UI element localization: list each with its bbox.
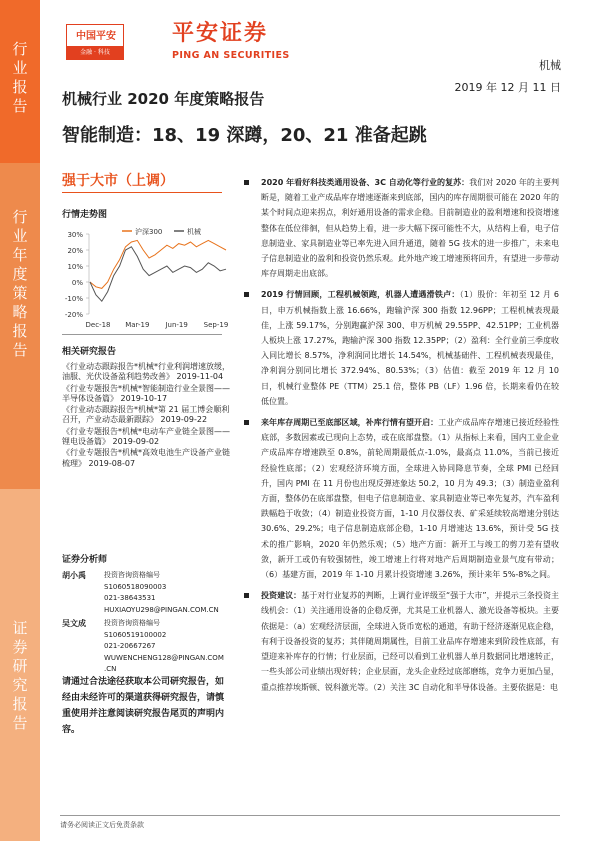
analyst-row bbox=[62, 618, 232, 630]
logo-subtext: 金融 · 科技 bbox=[67, 46, 123, 59]
paragraph-body: （1）股价：年初至 12 月 6 日，申万机械指数上涨 16.66%，跑输沪深 300 指数 12.96PP；工程机械表现最佳，上涨 59.17%，分别跑赢沪深 300、申万机械 29.55PP、42.51PP；工业机器人板块上涨 17.27%，跑输沪深 300 指数 12.35PP；（2）盈利：全行业前三季度收入同比增长 8.57%，净利润同比增长 14.54%，机械基础件、工程机械表现最佳，净利润分别同比增长 372.94%、80.53%；（3）估值：截至 2019 年 12 月 10 日，机械行业整体 PE（TTM）25.1 倍，整体 PB（LF）1.96 倍，长期来看仍在较低位置。 bbox=[261, 290, 559, 406]
related-report-item[interactable]: 《行业专题报告*机械*高效电池生产设备产业链梳理》 2019-08-07 bbox=[62, 448, 230, 468]
analyst-card bbox=[62, 570, 232, 616]
side-band-label: 行业年度策略报告 bbox=[12, 208, 28, 359]
legend-label: 机械 bbox=[187, 228, 201, 236]
analyst-phone: 021-38643531 bbox=[104, 594, 156, 603]
paragraph bbox=[243, 287, 559, 409]
square-bullet-icon bbox=[244, 292, 249, 297]
rating-divider bbox=[62, 192, 222, 193]
analyst-email[interactable]: HUXIAOYU298@PINGAN.COM.CN bbox=[104, 605, 219, 614]
footer-divider bbox=[60, 815, 560, 816]
analyst-qualification-label: 投资咨询资格编号 bbox=[104, 619, 160, 627]
series-line bbox=[90, 240, 226, 288]
square-bullet-icon bbox=[244, 420, 249, 425]
related-reports-list bbox=[62, 362, 230, 470]
analyst-qualification-number: S1060519100002 bbox=[104, 630, 167, 639]
report-subtitle: 机械行业 2020 年度策略报告 bbox=[62, 90, 265, 108]
paragraph-lead: 2019 行情回顾，工程机械领跑，机器人遭遇滑铁卢： bbox=[261, 290, 460, 300]
analysts-title: 证券分析师 bbox=[62, 555, 108, 565]
paragraph bbox=[243, 175, 559, 281]
paragraph-lead: 2020 年看好科技类通用设备、3C 自动化等行业的复苏： bbox=[261, 178, 470, 187]
trend-chart bbox=[60, 220, 230, 330]
report-date: 2019 年 12 月 11 日 bbox=[454, 81, 561, 94]
legend-label: 沪深300 bbox=[135, 228, 163, 236]
brand-name: 平安证券 bbox=[172, 21, 269, 46]
main-content bbox=[243, 175, 559, 701]
analyst-qualification-number: S1060518090003 bbox=[104, 582, 167, 591]
side-band-segment-research bbox=[0, 489, 40, 841]
brand-name-english: PING AN SECURITIES bbox=[172, 50, 290, 61]
square-bullet-icon bbox=[244, 180, 249, 185]
related-report-item[interactable]: 《行业专题报告*机械*智能制造行业全景图——半导体设备篇》 2019-10-17 bbox=[62, 383, 230, 403]
y-tick-label: -10% bbox=[64, 295, 83, 303]
paragraph bbox=[243, 415, 559, 582]
x-tick-label: Jun-19 bbox=[165, 321, 188, 329]
related-reports-title: 相关研究报告 bbox=[62, 347, 117, 357]
analyst-row bbox=[62, 630, 232, 642]
y-tick-label: 20% bbox=[67, 247, 83, 255]
x-tick-label: Mar-19 bbox=[125, 321, 150, 329]
related-report-item[interactable]: 《行业动态跟踪报告*机械*第 21 届工博会顺利召开，产业动态最新跟踪》 2019-09-22 bbox=[62, 405, 230, 425]
footer-note: 请务必阅读正文后免责条款 bbox=[60, 821, 144, 829]
y-tick-label: 0% bbox=[71, 279, 83, 287]
analyst-phone: 021-20667267 bbox=[104, 642, 156, 651]
paragraph-body: 我们对 2020 年的主要判断是，随着工业产成品库存增速逐渐来到底部，国内的库存周期很可能在 2020 年的某个时间点迎来拐点，利好通用设备的需求企稳。目前制造业的盈利增速和投资增速整体在低位徘徊，但从趋势上看，进一步大幅下探可能性不大，从结构上看，电子信息制造业、家具制造业等已率先进入回升通道，随着 5G 技术的进一步推广，未来电子信息制造业的盈利和投资仍然乐观。此外地产竣工增速预将回升，有望进一步带动库存周期走出底部。 bbox=[261, 178, 559, 279]
report-headline: 智能制造：18、19 深蹲，20、21 准备起跳 bbox=[62, 125, 427, 146]
disclaimer-text: 请通过合法途径获取本公司研究报告，如经由未经许可的渠道获得研究报告，请慎重使用并注意阅读研究报告尾页的声明内容。 bbox=[62, 677, 225, 735]
side-band-segment-report-type bbox=[0, 0, 40, 163]
analyst-row bbox=[62, 582, 232, 594]
related-report-item[interactable]: 《行业动态跟踪报告*机械*行业利润增速放缓，油服、光伏设备盈利趋势改善》 2019-11-04 bbox=[62, 362, 230, 382]
paragraph-body: 基于对行业复苏的判断，上调行业评级至“强于大市”，并提示三条投资主线机会：（1）关注通用设备的企稳反弹，尤其是工业机器人、激光设备等板块。主要依据是：（a）宏观经济层面，全球进入货币宽松的通道，有助于经济逐渐见底企稳，有利于设备投资的复苏；其伴随周期属性，目前工业品库存增速来到阶段性底部，有望迎来补库存的行情；行业层面，已经可以看到工业机器人单月数据同比增速转正，一些头部公司业绩出现好转；企业层面，龙头企业经过底部磨练，竞争力更加凸显，重点推荐埃斯顿、锐科激光等。（2）关注 3C 自动化和半导体设备。主要依据是：电 bbox=[261, 591, 559, 692]
trend-chart-title: 行情走势图 bbox=[62, 210, 108, 220]
analyst-email-continued[interactable]: .CN bbox=[104, 665, 117, 674]
side-band-label: 证券研究报告 bbox=[12, 619, 28, 732]
ping-an-logo bbox=[66, 24, 124, 60]
analyst-row bbox=[62, 593, 232, 605]
x-tick-label: Sep-19 bbox=[203, 321, 229, 329]
industry-label: 机械 bbox=[539, 59, 561, 72]
side-band bbox=[0, 0, 40, 841]
related-report-item[interactable]: 《行业专题报告*机械*电动车产业链全景图——锂电设备篇》 2019-09-02 bbox=[62, 426, 230, 447]
analyst-name: 胡小禹 bbox=[62, 571, 86, 580]
y-tick-label: 30% bbox=[67, 231, 83, 239]
analyst-row bbox=[62, 641, 232, 653]
analyst-email[interactable]: WUWENCHENG128@PINGAN.COM bbox=[104, 653, 224, 662]
y-tick-label: -20% bbox=[64, 311, 83, 319]
paragraph-lead: 来年库存周期已至底部区域，补库行情有望开启： bbox=[261, 418, 439, 428]
side-band-segment-report-subtype bbox=[0, 163, 40, 489]
x-tick-label: Dec-18 bbox=[85, 321, 111, 329]
analyst-name: 吴文成 bbox=[62, 619, 86, 628]
paragraph-lead: 投资建议： bbox=[261, 591, 302, 601]
analyst-card bbox=[62, 618, 232, 676]
y-tick-label: 10% bbox=[67, 263, 83, 271]
logo-text: 中国平安 bbox=[76, 31, 116, 42]
analyst-row bbox=[62, 605, 232, 617]
chart-divider bbox=[62, 334, 222, 335]
industry-rating: 强于大市（上调） bbox=[62, 173, 174, 189]
analyst-row bbox=[62, 653, 232, 665]
paragraph bbox=[243, 588, 559, 694]
analyst-row bbox=[62, 570, 232, 582]
side-band-label: 行业报告 bbox=[12, 40, 28, 115]
square-bullet-icon bbox=[244, 593, 249, 598]
analyst-qualification-label: 投资咨询资格编号 bbox=[104, 571, 160, 579]
paragraph-body: 工业产成品库存增速已接近经验性底部，多数因素或已现向上态势，或在底部盘整。（1）从指标上来看，国内工业企业产成品库存增速跌至 0.8%，前轮周期最低点-1.0%，最高点 11.0%，当前已接近经验性底部；（2）宏观经济环境方面，全球进入协同降息节奏，全球 PMI 已经回升，国内 PMI 在 11 月份也出现反弹迹象达 50.2，10 月为 49.3；（3）制造业盈利方面，整体仍在底部盘整，但电子信息制造业、家具制造业等已率先复苏，汽车盈利跌幅趋于收敛；（4）制造业投资方面，1-10 月仪器仪表、矿采延续较高增速分别达 30.6%、29.2%；电子信息制造底部企稳，1-10 月增速达 13.6%，预计受 5G 技术的推广影响，2020 年仍然乐观；（5）地产方面：新开工与竣工的剪刀差有望收敛，新开工或仍有较强韧性，竣工增速上行将对地产后周期制造业景气度有带动；（6）基建方面，2019 年 1-10 月累计投资增速 3.26%，预计来年 5%-8%之间。 bbox=[261, 418, 560, 580]
series-line bbox=[90, 247, 226, 301]
